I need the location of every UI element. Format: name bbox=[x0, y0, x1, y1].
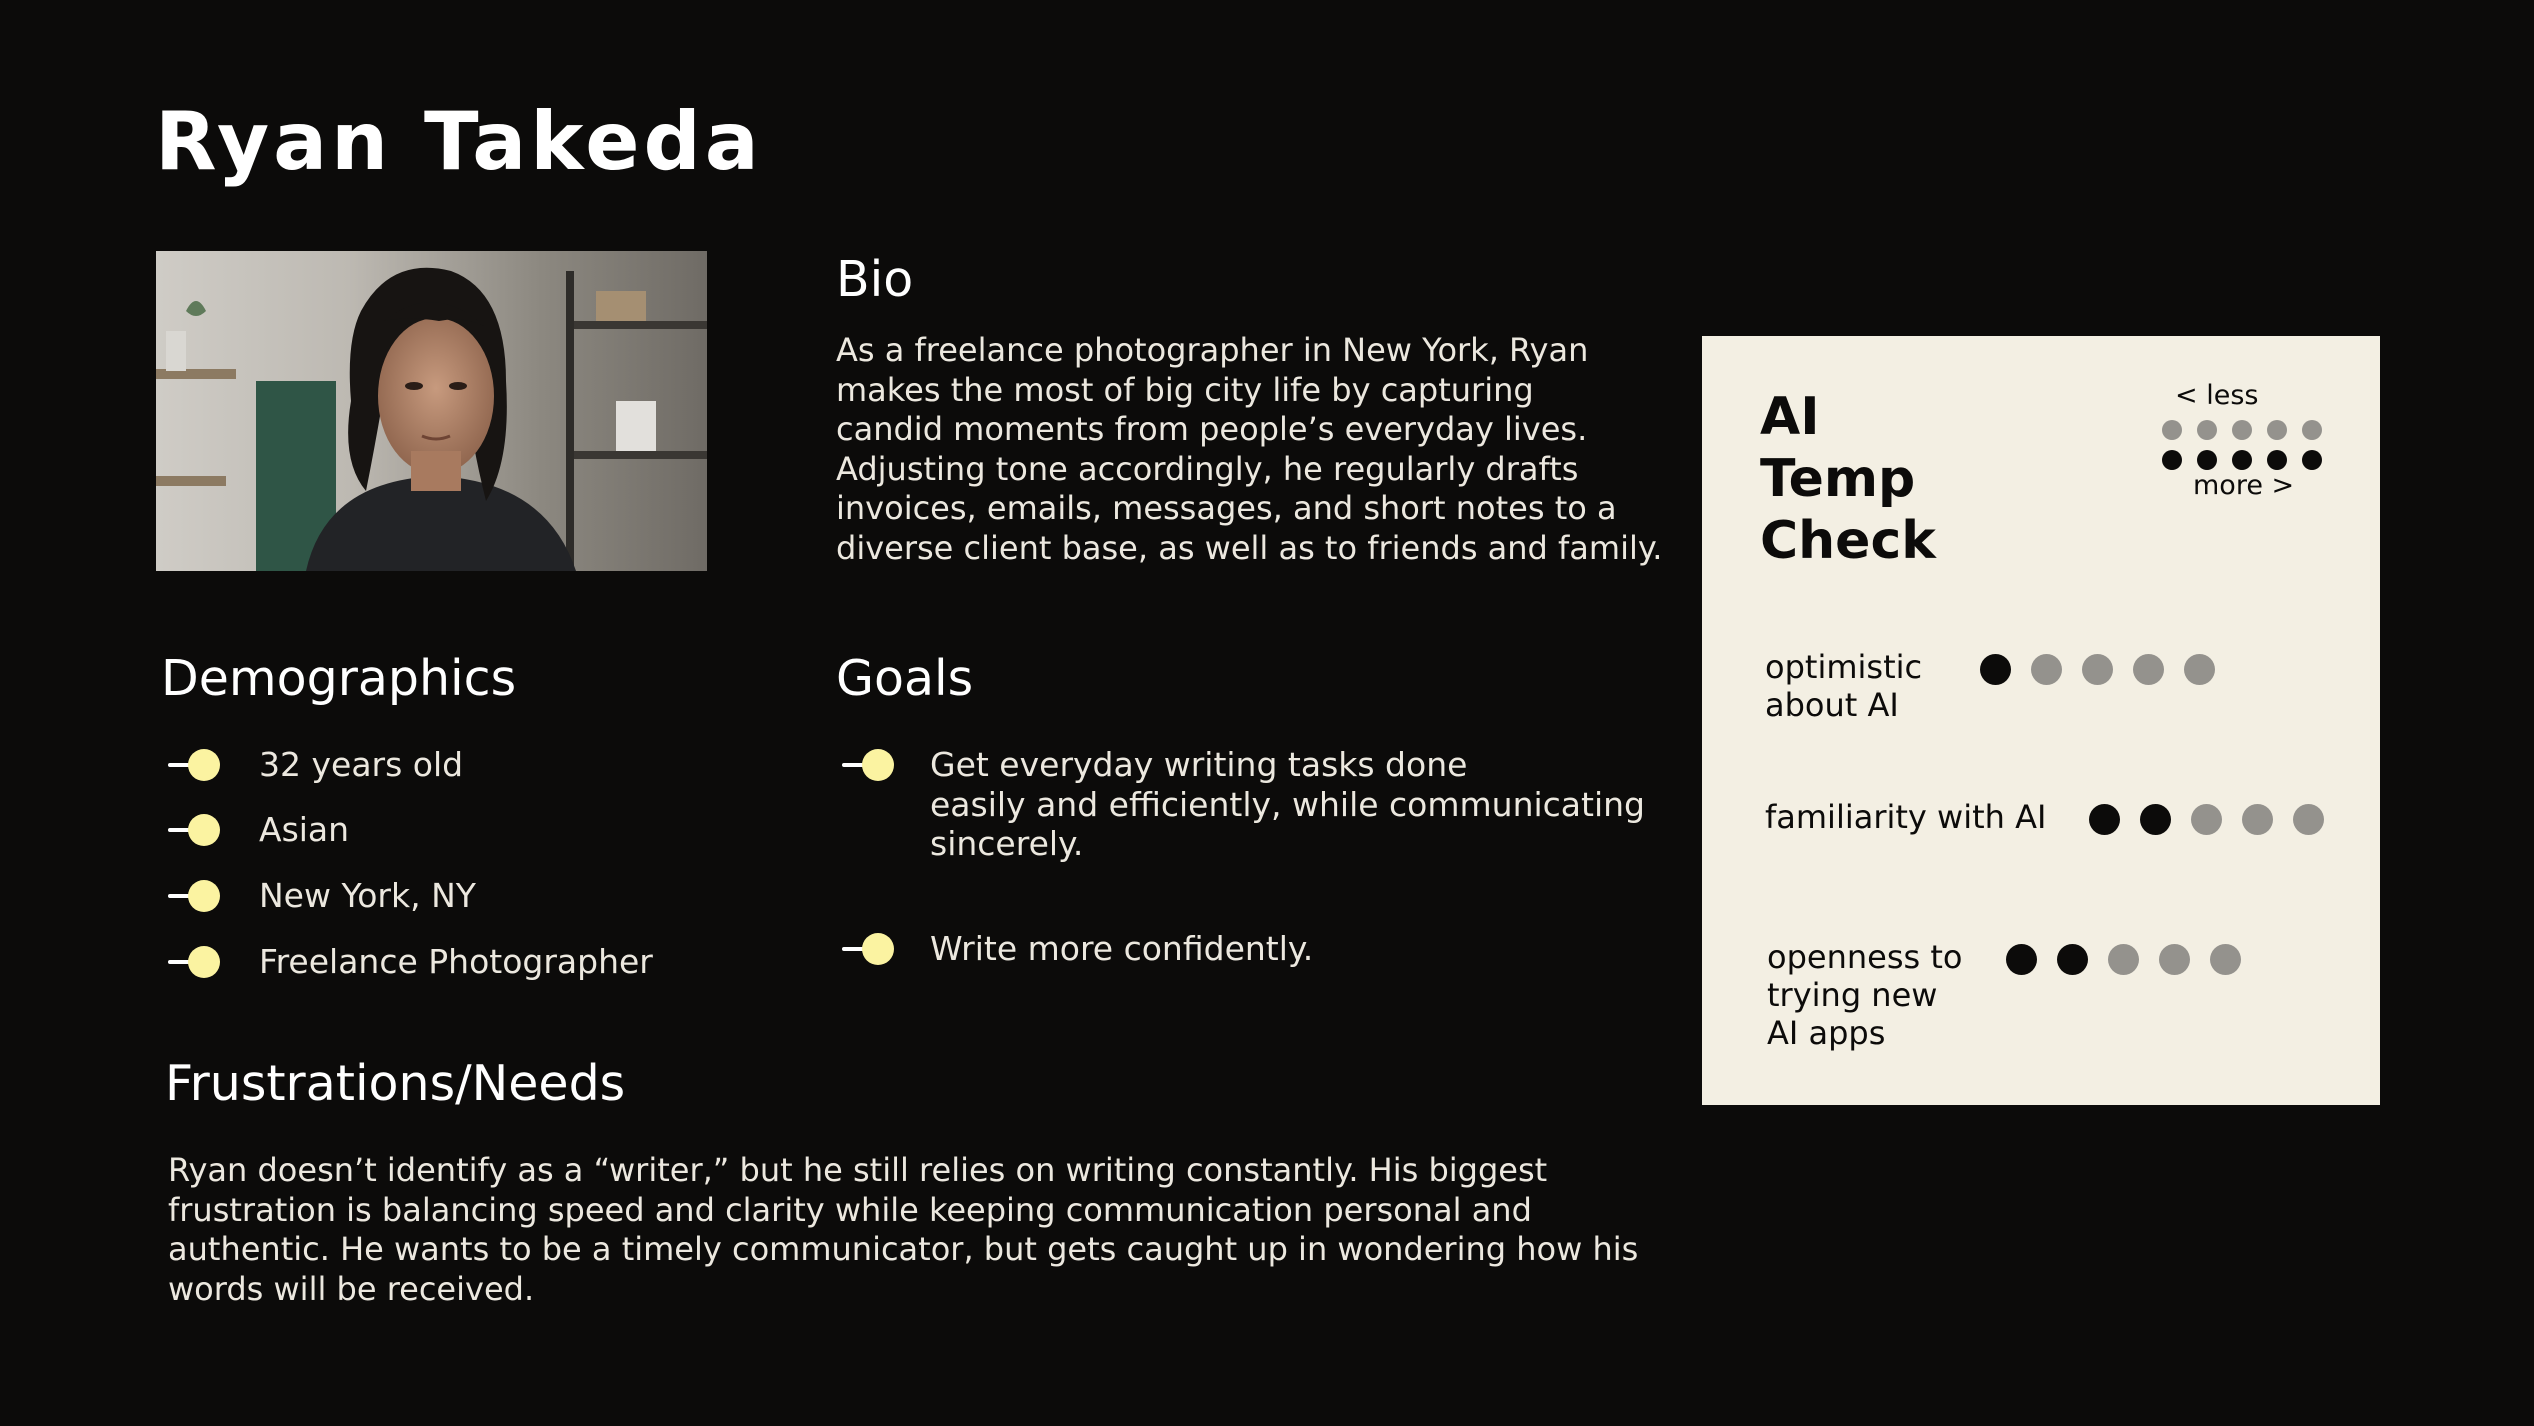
bio-text bbox=[836, 331, 1662, 568]
bio-line: diverse client base, as well as to friends and family. bbox=[836, 528, 1663, 567]
rating-dot-empty bbox=[2242, 804, 2273, 835]
legend-dot bbox=[2267, 450, 2287, 470]
legend-dot bbox=[2232, 450, 2252, 470]
rating-dot-filled bbox=[2006, 944, 2037, 975]
bio-line: makes the most of big city life by capturing bbox=[836, 370, 1534, 409]
metric-label-line: familiarity with AI bbox=[1765, 798, 2047, 836]
metric-familiarity-label bbox=[1765, 798, 2046, 836]
legend-dot bbox=[2162, 450, 2182, 470]
rating-dot-empty bbox=[2293, 804, 2324, 835]
rating-dot-filled bbox=[2089, 804, 2120, 835]
rating-dot-empty bbox=[2082, 654, 2113, 685]
frustrations-line: authentic. He wants to be a timely communicator, but gets caught up in wondering how his bbox=[168, 1230, 1639, 1268]
portrait-image bbox=[156, 251, 707, 571]
rating-dot-empty bbox=[2184, 654, 2215, 685]
goal-line: Write more confidently. bbox=[930, 929, 1314, 968]
persona-name: Ryan Takeda bbox=[155, 95, 763, 188]
metric-openness-label bbox=[1767, 938, 1962, 1052]
legend-dot bbox=[2302, 420, 2322, 440]
bio-line: As a freelance photographer in New York, Ryan bbox=[836, 331, 1589, 369]
metric-label-line: about AI bbox=[1765, 686, 1899, 724]
card-title-line: Temp bbox=[1760, 449, 1916, 509]
rating-dot-empty bbox=[2159, 944, 2190, 975]
rating-dot-filled bbox=[1980, 654, 2011, 685]
frustrations-text bbox=[168, 1151, 1638, 1309]
card-title-line: AI bbox=[1760, 387, 1820, 447]
goal-item bbox=[842, 745, 1645, 864]
frustrations-line: frustration is balancing speed and clarity while keeping communication personal and bbox=[168, 1190, 1532, 1229]
demographic-age: 32 years old bbox=[259, 745, 464, 784]
legend-dot bbox=[2197, 450, 2217, 470]
bullet-icon bbox=[842, 745, 900, 785]
goal-line: Get everyday writing tasks done bbox=[930, 745, 1468, 784]
metric-optimism-label bbox=[1765, 648, 1922, 724]
legend-dot bbox=[2162, 420, 2182, 440]
legend-more-label: more > bbox=[2193, 470, 2295, 501]
legend-dot bbox=[2232, 420, 2252, 440]
rating-dot-empty bbox=[2210, 944, 2241, 975]
demographics-heading: Demographics bbox=[161, 650, 517, 707]
legend-dot bbox=[2267, 420, 2287, 440]
metric-familiarity-rating bbox=[2089, 804, 2324, 835]
demographic-location: New York, NY bbox=[259, 876, 476, 915]
frustrations-line: words will be received. bbox=[168, 1269, 535, 1308]
bio-heading: Bio bbox=[836, 251, 914, 308]
demographic-item bbox=[168, 810, 349, 850]
bio-line: Adjusting tone accordingly, he regularly drafts bbox=[836, 449, 1579, 488]
bio-line: candid moments from people’s everyday lives. bbox=[836, 410, 1588, 448]
legend-more-dots bbox=[2162, 450, 2322, 470]
metric-label-line: optimistic bbox=[1765, 648, 1923, 686]
rating-dot-empty bbox=[2031, 654, 2062, 685]
legend-less-dots bbox=[2162, 420, 2322, 440]
rating-dot-empty bbox=[2108, 944, 2139, 975]
demographic-ethnicity: Asian bbox=[259, 810, 350, 849]
goal-item bbox=[842, 929, 1313, 969]
metric-label-line: trying new bbox=[1767, 976, 1938, 1014]
demographic-item bbox=[168, 745, 463, 785]
bullet-icon bbox=[842, 929, 900, 969]
card-title-line: Check bbox=[1760, 511, 1936, 571]
demographic-item bbox=[168, 876, 476, 916]
persona-photo bbox=[156, 251, 707, 571]
metric-optimism-rating bbox=[1980, 654, 2215, 685]
goals-heading: Goals bbox=[836, 650, 974, 707]
goal-text bbox=[930, 745, 1645, 864]
frustrations-line: Ryan doesn’t identify as a “writer,” but he still relies on writing constantly. His biggest bbox=[168, 1151, 1548, 1189]
rating-dot-empty bbox=[2191, 804, 2222, 835]
frustrations-heading: Frustrations/Needs bbox=[165, 1055, 626, 1112]
legend-dot bbox=[2302, 450, 2322, 470]
goal-text bbox=[930, 929, 1313, 969]
metric-openness-rating bbox=[2006, 944, 2241, 975]
demographic-item bbox=[168, 942, 653, 982]
bullet-icon bbox=[168, 810, 226, 850]
card-title bbox=[1760, 386, 1936, 572]
demographic-occupation: Freelance Photographer bbox=[259, 942, 653, 981]
bullet-icon bbox=[168, 876, 226, 916]
bio-line: invoices, emails, messages, and short notes to a bbox=[836, 489, 1617, 527]
ai-temp-check-card bbox=[1702, 336, 2380, 1105]
goal-line: sincerely. bbox=[930, 824, 1084, 863]
rating-dot-filled bbox=[2057, 944, 2088, 975]
bullet-icon bbox=[168, 942, 226, 982]
rating-dot-empty bbox=[2133, 654, 2164, 685]
legend-less-label: < less bbox=[2175, 380, 2259, 411]
metric-label-line: openness to bbox=[1767, 938, 1963, 976]
bullet-icon bbox=[168, 745, 226, 785]
metric-label-line: AI apps bbox=[1767, 1014, 1886, 1052]
legend-dot bbox=[2197, 420, 2217, 440]
goal-line: easily and efficiently, while communicating bbox=[930, 784, 1645, 824]
rating-dot-filled bbox=[2140, 804, 2171, 835]
